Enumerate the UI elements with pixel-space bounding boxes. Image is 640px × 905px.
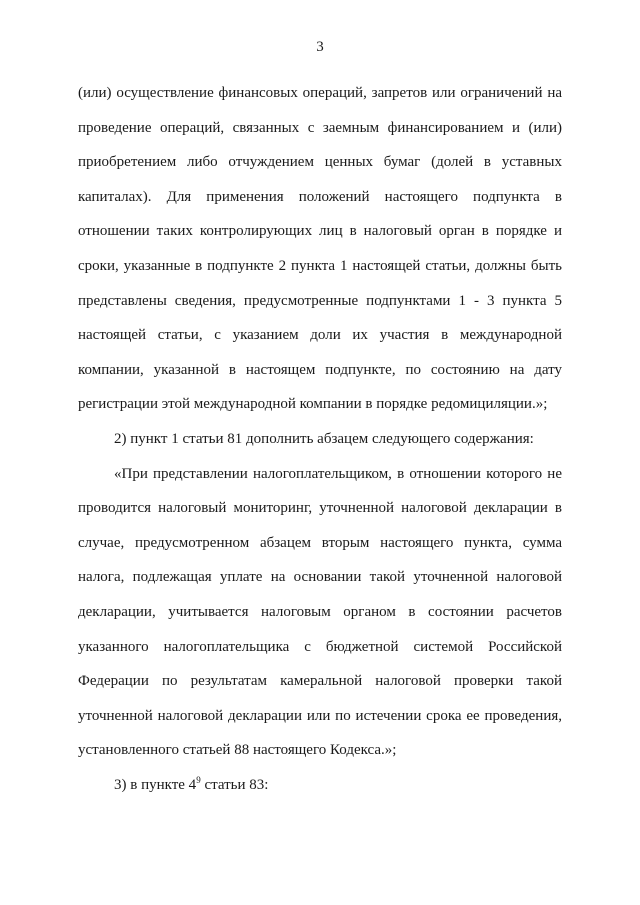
text-line: проводится налоговый мониторинг, уточненной налоговой декларации в xyxy=(78,500,562,517)
text-line-last xyxy=(78,768,562,803)
text-line: декларации, учитывается налоговым органом в состоянии расчетов xyxy=(78,603,562,620)
text-line: проведение операций, связанных с заемным финансированием и (или) xyxy=(78,119,562,136)
text-line: сроки, указанные в подпункте 2 пункта 1 настоящей статьи, должны быть xyxy=(78,257,562,274)
text-line: налога, подлежащая уплате на основании такой уточненной налоговой xyxy=(78,569,562,586)
text-line: 2) пункт 1 статьи 81 дополнить абзацем следующего содержания: xyxy=(114,430,534,447)
text-line: уточненной налоговой декларации или по истечении срока ее проведения, xyxy=(78,707,562,724)
text-line: настоящей статьи, с указанием доли их участия в международной xyxy=(78,327,562,344)
text-line: случае, предусмотренном абзацем вторым настоящего пункта, сумма xyxy=(78,534,562,551)
text-line: представлены сведения, предусмотренные подпунктами 1 - 3 пункта 5 xyxy=(78,292,562,309)
text-line: (или) осуществление финансовых операций, запретов или ограничений на xyxy=(78,85,562,101)
item-3-after: статьи 83: xyxy=(200,776,269,793)
text-line: регистрации этой международной компании в порядке редомициляции.»; xyxy=(78,396,548,413)
item-3-before: 3) в пункте 4 xyxy=(114,776,197,793)
text-line: Федерации по результатам камеральной налоговой проверки такой xyxy=(78,673,562,690)
text-line: капиталах). Для применения положений настоящего подпункта в xyxy=(78,188,562,205)
page-number: 3 xyxy=(316,39,324,55)
text-line: компании, указанной в настоящем подпункте, по состоянию на дату xyxy=(78,361,562,378)
text-line: отношении таких контролирующих лиц в налоговый орган в порядке и xyxy=(78,223,562,240)
text-line: «При представлении налогоплательщиком, в отношении которого не xyxy=(114,465,562,482)
text-line: указанного налогоплательщика с бюджетной системой Российской xyxy=(78,638,562,655)
text-line: приобретением либо отчуждением ценных бумаг (долей в уставных xyxy=(78,154,562,171)
document-body xyxy=(78,76,562,802)
text-line: установленного статьей 88 настоящего Кодекса.»; xyxy=(78,742,397,759)
superscript: 9 xyxy=(196,774,201,785)
